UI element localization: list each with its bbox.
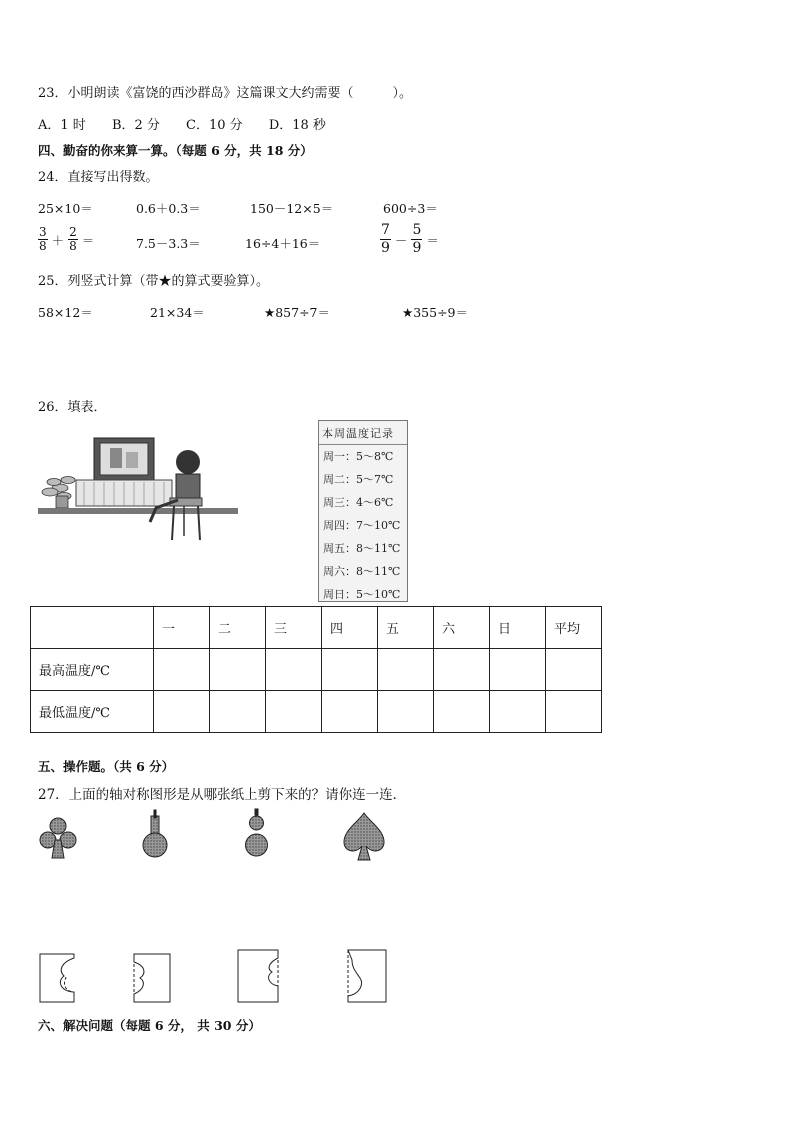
q24-expr-1: 25×10＝ [38, 201, 93, 216]
fraction-7-9: $\frac{7}{9}$ [381, 222, 390, 256]
q24-expr-4: 600÷3＝ [383, 201, 438, 216]
table-header-wed: 三 [266, 607, 322, 649]
q23-option-d: D．18 秒 [268, 118, 326, 133]
q24-expr-6: 7.5－3.3＝ [136, 236, 201, 251]
club-shape[interactable] [40, 818, 76, 858]
section5-title: 五、操作题。（共 6 分） [38, 759, 175, 774]
q25-title: 25．列竖式计算（带★的算式要验算）。 [38, 274, 270, 289]
q24-expr-2: 0.6＋0.3＝ [136, 201, 201, 216]
q23-option-b: B．2 分 [111, 118, 160, 133]
temperature-row-tue: 周二：5～7℃ [323, 473, 394, 486]
folded-paper-4[interactable] [348, 950, 386, 1002]
folded-paper-2[interactable] [134, 954, 170, 1002]
folded-paper-3[interactable] [238, 950, 278, 1002]
gourd-shape[interactable] [246, 809, 268, 856]
table-header-sun: 日 [490, 607, 546, 649]
table-header-sat: 六 [434, 607, 490, 649]
table-header-fri: 五 [378, 607, 434, 649]
table-header-mon: 一 [154, 607, 210, 649]
table-row-label-low: 最低温度/℃ [31, 691, 154, 733]
q23-option-a: A．1 时 [38, 118, 86, 133]
table-row-label-high: 最高温度/℃ [31, 649, 154, 691]
temperature-card-title: 本周温度记录 [319, 421, 407, 445]
fraction-5-9: $\frac{5}{9}$ [412, 222, 422, 256]
q24-title: 24．直接写出得数。 [38, 170, 159, 185]
table-header-average: 平均 [546, 607, 602, 649]
temperature-row-wed: 周三：4～6℃ [323, 496, 394, 509]
q24-fraction-sum: $\frac{3}{8}$ ＋ $\frac{2}{8}$ ＝ [39, 225, 95, 253]
round-with-stick-shape[interactable] [143, 810, 167, 857]
q25-expr-1: 58×12＝ [38, 305, 93, 320]
fraction-2-8: $\frac{2}{8}$ [69, 225, 77, 253]
q25-expr-3: ★857÷7＝ [264, 305, 330, 320]
temperature-row-sun: 周日：5～10℃ [323, 588, 401, 601]
temperature-row-fri: 周五：8～11℃ [323, 542, 401, 555]
temperature-row-thu: 周四：7～10℃ [323, 519, 401, 532]
section4-title: 四、勤奋的你来算一算。（每题 6 分，共 18 分） [38, 143, 313, 158]
table-header-tue: 二 [210, 607, 266, 649]
q26-title: 26．填表． [38, 400, 107, 415]
spade-shape[interactable] [344, 813, 384, 860]
temperature-row-sat: 周六：8～11℃ [323, 565, 401, 578]
folded-paper-1[interactable] [40, 954, 74, 1002]
q24-fraction-diff: $\frac{7}{9}$ － $\frac{5}{9}$ ＝ [381, 222, 439, 256]
q25-expr-4: ★355÷9＝ [402, 305, 468, 320]
fraction-3-8: $\frac{3}{8}$ [39, 225, 47, 253]
table-header-thu: 四 [322, 607, 378, 649]
q23-text: 23．小明朗读《富饶的西沙群岛》这篇课文大约需要（ ）。 [38, 86, 413, 101]
q24-expr-3: 150－12×5＝ [250, 201, 334, 216]
q25-expr-2: 21×34＝ [150, 305, 205, 320]
q24-expr-7: 16÷4＋16＝ [245, 236, 321, 251]
q27-title: 27．上面的轴对称图形是从哪张纸上剪下来的？请你连一连． [38, 787, 407, 803]
temperature-row-mon: 周一：5～8℃ [323, 450, 394, 463]
section6-title: 六、解决问题（每题 6 分， 共 30 分） [38, 1018, 261, 1033]
q23-option-c: C．10 分 [186, 118, 243, 133]
